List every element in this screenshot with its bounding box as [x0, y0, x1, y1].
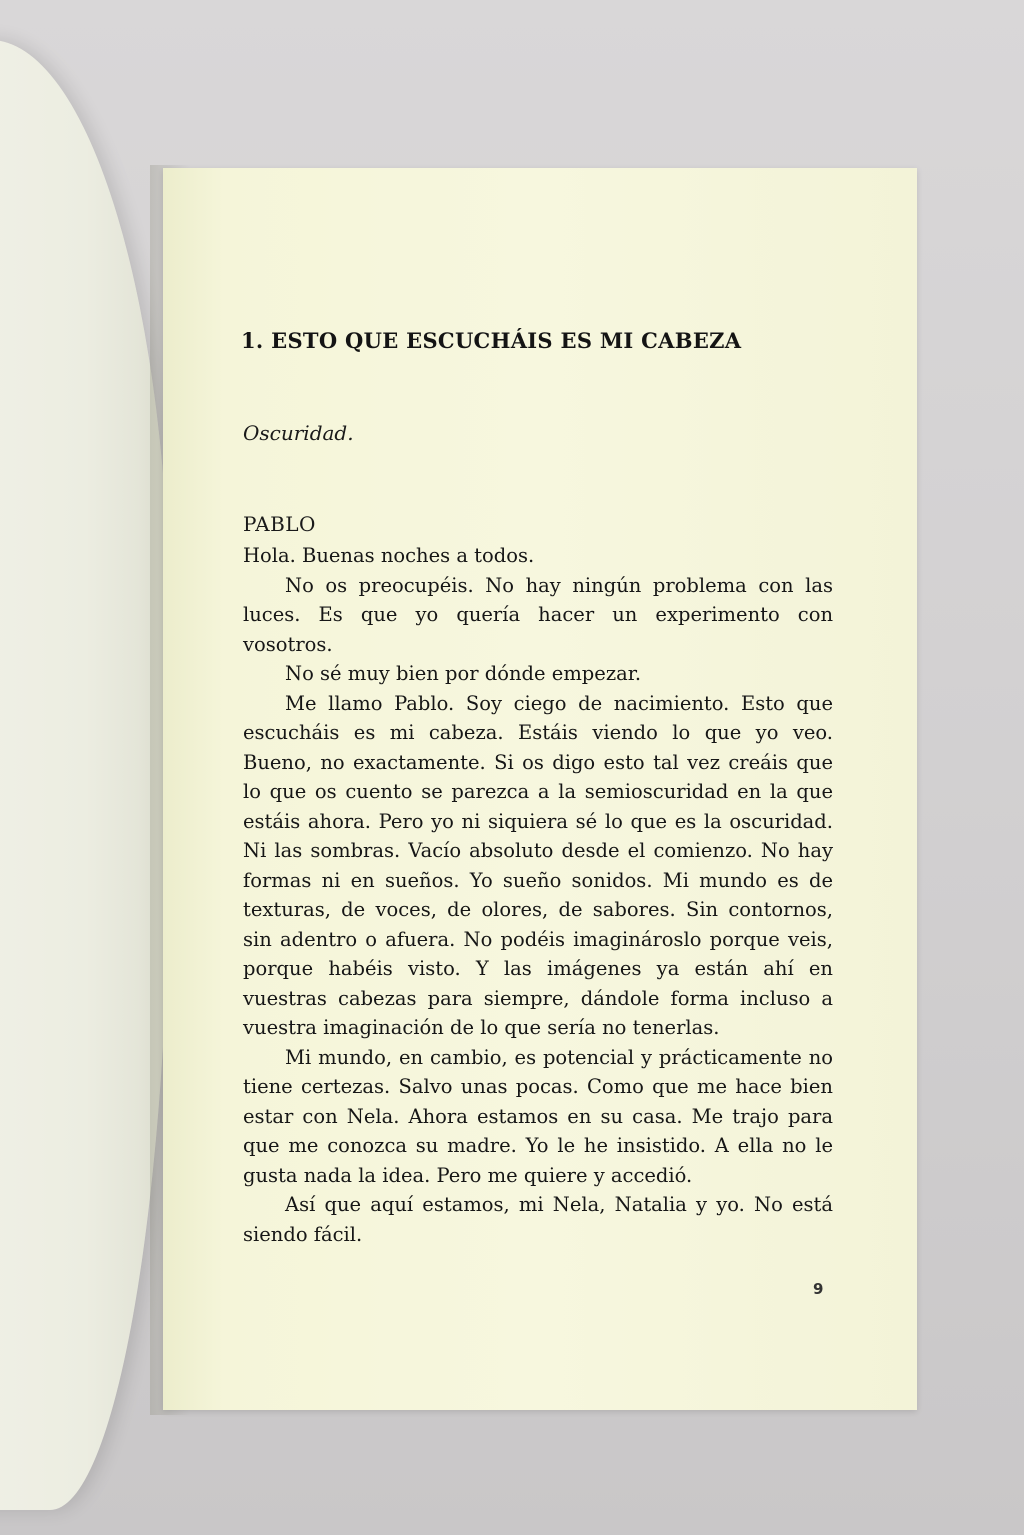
book-page: [163, 168, 917, 1410]
paragraph: Me llamo Pablo. Soy ciego de nacimiento. Esto que escucháis es mi cabeza. Estáis viendo lo que yo veo. Bueno, no exactamente. Si os digo esto tal vez creáis que lo que os cuento se parezca a la semioscuridad en la que estáis ahora. Pero yo ni siquiera sé lo que es la oscuridad. Ni las sombras. Vacío absoluto desde el comienzo. No hay formas ni en sueños. Yo sueño sonidos. Mi mundo es de texturas, de voces, de olores, de sabores. Sin contornos, sin adentro o afuera. No podéis imaginároslo porque veis, porque habéis visto. Y las imágenes ya están ahí en vuestras cabezas para siempre, dándole forma incluso a vuestra imaginación de lo que sería no tenerlas.: [243, 691, 833, 1039]
left-page-curl: [0, 40, 170, 1510]
paragraph: Mi mundo, en cambio, es potencial y prácticamente no tiene certezas. Salvo unas pocas. Como que me hace bien estar con Nela. Ahora estamos en su casa. Me trajo para que me conozca su madre. Yo le he insistido. A ella no le gusta nada la idea. Pero me quiere y accedió.: [243, 1045, 833, 1187]
stage-direction: Oscuridad.: [243, 421, 354, 445]
paragraph: No os preocupéis. No hay ningún problema con las luces. Es que yo quería hacer un experimento con vosotros.: [243, 573, 833, 656]
dialogue-body: [243, 541, 833, 1249]
page-number: 9: [813, 1280, 824, 1298]
speaker-name: PABLO: [243, 512, 316, 536]
paragraph: No sé muy bien por dónde empezar.: [285, 662, 642, 685]
chapter-title: 1. ESTO QUE ESCUCHÁIS ES MI CABEZA: [241, 328, 742, 353]
paragraph: Así que aquí estamos, mi Nela, Natalia y yo. No está siendo fácil.: [243, 1193, 833, 1246]
paragraph: Hola. Buenas noches a todos.: [243, 544, 535, 567]
